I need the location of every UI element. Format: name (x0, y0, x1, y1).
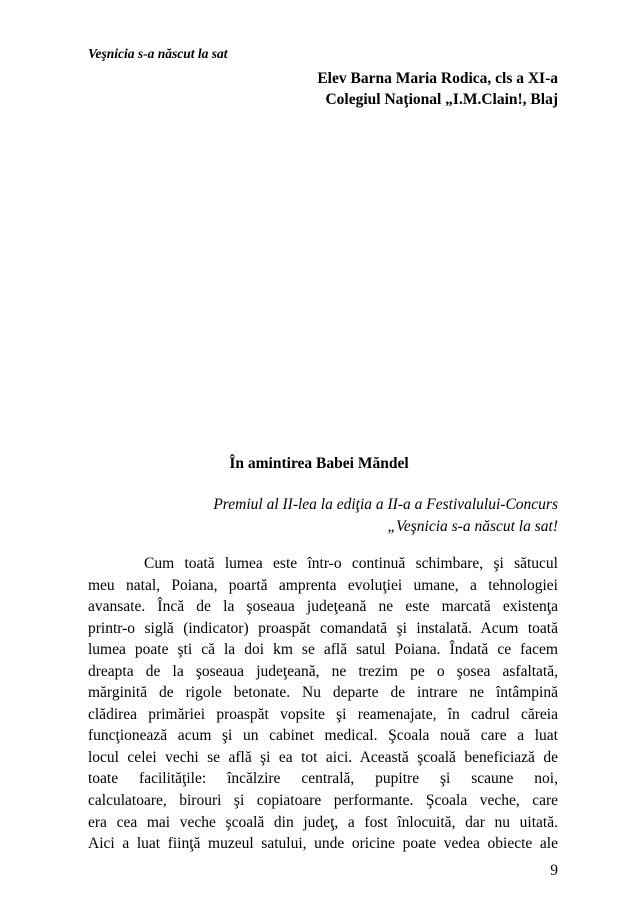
author-school: Colegiul Naţional „I.M.Clain!, Blaj (325, 91, 558, 108)
body-line: toate facilităţile: încălzire centrală, pupitre şi scaune noi, (88, 770, 558, 788)
body-paragraph (88, 553, 558, 855)
body-line: dreapta de la şoseaua judeţeană, ne trezim pe o şosea asfaltată, (88, 662, 558, 680)
body-line: clădirea primăriei proaspăt vopsite şi reamenajate, în cadrul căreia (88, 705, 558, 723)
dedication-title: În amintirea Babei Măndel (229, 455, 409, 472)
award-note (213, 494, 558, 538)
running-header: Veşnicia s-a născut la sat (88, 46, 228, 61)
body-line: Cum toată lumea este într-o continuă schimbare, şi sătucul (144, 555, 558, 572)
award-festival-name: „Veşnicia s-a născut la sat! (387, 518, 558, 535)
body-line: calculatoare, birouri şi copiatoare performante. Şcoala veche, care (88, 792, 558, 810)
body-line: funcţionează acum şi un cabinet medical. Şcoala nouă care a luat (88, 727, 558, 745)
body-line: mărginită de rigole betonate. Nu departe de intrare ne întâmpină (88, 684, 558, 702)
body-line: locul celei vechi se află şi ea tot aici. Această şcoală beneficiază de (88, 748, 558, 766)
page-number: 9 (550, 862, 558, 879)
body-line: lumea poate şti că la doi km se află satul Poiana. Îndată ce facem (88, 641, 558, 659)
body-line: avansate. Încă de la şoseaua judeţeană ne este marcată existenţa (88, 598, 558, 616)
author-block (317, 68, 558, 110)
author-name: Elev Barna Maria Rodica, cls a XI-a (317, 70, 558, 87)
body-line: meu natal, Poiana, poartă amprenta evoluţiei umane, a tehnologiei (88, 576, 558, 594)
body-line: Aici a luat fiinţă muzeul satului, unde oricine poate vedea obiecte ale (88, 835, 558, 853)
body-line: printr-o siglă (indicator) proaspăt comandată şi instalată. Acum toată (88, 619, 558, 637)
award-line: Premiul al II-lea la ediţia a II-a a Festivalului-Concurs (213, 496, 558, 513)
body-line: era cea mai veche şcoală din judeţ, a fost înlocuită, dar nu uitată. (88, 813, 558, 831)
